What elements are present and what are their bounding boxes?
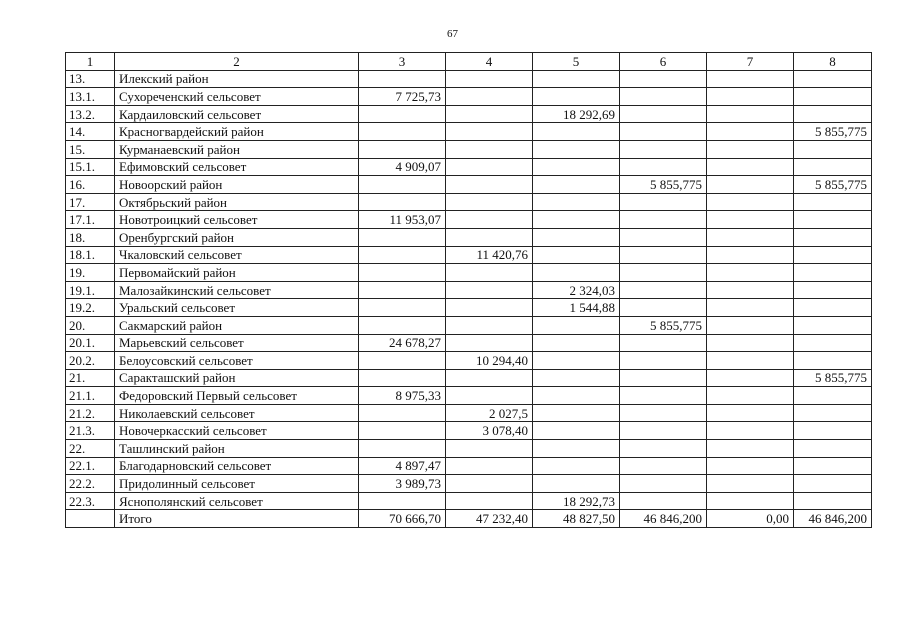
col-4-cell [446,281,533,299]
col-8-cell [794,228,872,246]
col-4-cell [446,123,533,141]
col-name-cell: Придолинный сельсовет [115,475,359,493]
header-cell-8: 8 [794,53,872,71]
col-8-cell [794,140,872,158]
col-number-cell: 22.2. [66,475,115,493]
col-6-cell [620,228,707,246]
col-4-cell: 2 027,5 [446,404,533,422]
col-number-cell: 22. [66,440,115,458]
header-cell-5: 5 [533,53,620,71]
col-4-cell [446,193,533,211]
col-7-cell [707,246,794,264]
table-row [66,457,872,475]
col-name-cell: Новочеркасский сельсовет [115,422,359,440]
table-header-row [66,53,872,71]
col-8-cell [794,352,872,370]
col-7-cell [707,316,794,334]
col-5-cell [533,264,620,282]
col-5-cell: 18 292,73 [533,492,620,510]
col-6-cell [620,88,707,106]
col-5-cell [533,176,620,194]
col-7-cell [707,440,794,458]
col-name-cell: Оренбургский район [115,228,359,246]
col-6-cell: 46 846,200 [620,510,707,528]
col-name-cell: Первомайский район [115,264,359,282]
col-name-cell: Федоровский Первый сельсовет [115,387,359,405]
col-7-cell [707,281,794,299]
col-8-cell [794,88,872,106]
col-number-cell: 13.1. [66,88,115,106]
col-3-cell [359,176,446,194]
col-number-cell: 15. [66,140,115,158]
col-7-cell [707,352,794,370]
col-6-cell [620,70,707,88]
col-name-cell: Марьевский сельсовет [115,334,359,352]
col-name-cell: Благодарновский сельсовет [115,457,359,475]
col-number-cell: 19. [66,264,115,282]
table-row [66,440,872,458]
col-3-cell [359,404,446,422]
col-name-cell: Сакмарский район [115,316,359,334]
col-3-cell [359,228,446,246]
col-5-cell [533,211,620,229]
col-7-cell [707,334,794,352]
col-8-cell [794,281,872,299]
col-6-cell [620,193,707,211]
col-name-cell: Ефимовский сельсовет [115,158,359,176]
table-row [66,88,872,106]
col-3-cell [359,70,446,88]
table-row [66,475,872,493]
col-number-cell: 13. [66,70,115,88]
col-5-cell: 48 827,50 [533,510,620,528]
col-7-cell [707,140,794,158]
col-7-cell [707,211,794,229]
col-8-cell [794,299,872,317]
col-5-cell: 18 292,69 [533,105,620,123]
col-6-cell [620,475,707,493]
col-6-cell [620,422,707,440]
col-6-cell [620,158,707,176]
col-3-cell: 70 666,70 [359,510,446,528]
col-name-cell: Октябрьский район [115,193,359,211]
table-row [66,387,872,405]
table-row [66,70,872,88]
col-7-cell [707,228,794,246]
col-3-cell: 4 909,07 [359,158,446,176]
col-name-cell: Белоусовский сельсовет [115,352,359,370]
col-8-cell: 5 855,775 [794,369,872,387]
col-4-cell [446,387,533,405]
col-4-cell [446,316,533,334]
col-3-cell [359,246,446,264]
col-number-cell: 17.1. [66,211,115,229]
col-3-cell [359,352,446,370]
col-3-cell [359,440,446,458]
col-8-cell [794,105,872,123]
col-5-cell [533,422,620,440]
col-7-cell [707,369,794,387]
col-5-cell [533,475,620,493]
col-name-cell: Курманаевский район [115,140,359,158]
table-row [66,422,872,440]
col-number-cell: 22.1. [66,457,115,475]
col-number-cell: 20.2. [66,352,115,370]
col-4-cell [446,440,533,458]
header-cell-4: 4 [446,53,533,71]
col-3-cell: 7 725,73 [359,88,446,106]
col-5-cell [533,440,620,458]
col-8-cell [794,211,872,229]
col-number-cell: 21.2. [66,404,115,422]
col-name-cell: Новотроицкий сельсовет [115,211,359,229]
col-8-cell [794,316,872,334]
col-name-cell: Яснополянский сельсовет [115,492,359,510]
col-number-cell: 19.1. [66,281,115,299]
col-7-cell [707,475,794,493]
col-7-cell [707,387,794,405]
col-4-cell [446,492,533,510]
col-3-cell [359,123,446,141]
col-4-cell [446,264,533,282]
col-6-cell: 5 855,775 [620,176,707,194]
data-table [65,52,872,528]
col-5-cell [533,140,620,158]
col-5-cell [533,158,620,176]
col-4-cell [446,457,533,475]
col-5-cell [533,316,620,334]
col-3-cell [359,264,446,282]
table-row [66,510,872,528]
col-5-cell [533,70,620,88]
col-number-cell: 18.1. [66,246,115,264]
col-7-cell: 0,00 [707,510,794,528]
table-row [66,105,872,123]
col-3-cell [359,140,446,158]
header-cell-7: 7 [707,53,794,71]
col-8-cell: 5 855,775 [794,176,872,194]
col-number-cell: 21. [66,369,115,387]
col-4-cell [446,475,533,493]
col-name-cell: Чкаловский сельсовет [115,246,359,264]
col-8-cell [794,70,872,88]
col-number-cell: 13.2. [66,105,115,123]
col-6-cell [620,457,707,475]
col-name-cell: Николаевский сельсовет [115,404,359,422]
col-name-cell: Кардаиловский сельсовет [115,105,359,123]
col-4-cell: 11 420,76 [446,246,533,264]
header-cell-1: 1 [66,53,115,71]
table-row [66,299,872,317]
table-row [66,404,872,422]
col-8-cell: 5 855,775 [794,123,872,141]
col-name-cell: Итого [115,510,359,528]
col-5-cell [533,246,620,264]
col-3-cell [359,492,446,510]
col-7-cell [707,158,794,176]
col-name-cell: Саракташский район [115,369,359,387]
col-4-cell [446,334,533,352]
table-row [66,369,872,387]
col-8-cell: 46 846,200 [794,510,872,528]
col-3-cell: 8 975,33 [359,387,446,405]
table-row [66,123,872,141]
col-4-cell [446,211,533,229]
col-5-cell [533,88,620,106]
col-name-cell: Сухореченский сельсовет [115,88,359,106]
col-3-cell: 24 678,27 [359,334,446,352]
col-6-cell [620,369,707,387]
col-4-cell [446,369,533,387]
col-3-cell [359,422,446,440]
col-8-cell [794,440,872,458]
table-row [66,193,872,211]
col-6-cell [620,105,707,123]
col-4-cell: 47 232,40 [446,510,533,528]
col-6-cell [620,140,707,158]
col-5-cell: 1 544,88 [533,299,620,317]
col-number-cell: 16. [66,176,115,194]
header-cell-2: 2 [115,53,359,71]
col-6-cell [620,334,707,352]
col-7-cell [707,299,794,317]
col-number-cell: 20.1. [66,334,115,352]
col-name-cell: Малозайкинский сельсовет [115,281,359,299]
col-4-cell [446,140,533,158]
col-number-cell [66,510,115,528]
table-row [66,334,872,352]
col-3-cell: 3 989,73 [359,475,446,493]
col-8-cell [794,246,872,264]
header-cell-3: 3 [359,53,446,71]
col-name-cell: Новоорский район [115,176,359,194]
col-3-cell [359,281,446,299]
col-7-cell [707,264,794,282]
col-6-cell [620,246,707,264]
table-row [66,211,872,229]
col-name-cell: Уральский сельсовет [115,299,359,317]
col-5-cell [533,193,620,211]
table-row [66,176,872,194]
table-row [66,281,872,299]
col-number-cell: 22.3. [66,492,115,510]
col-6-cell [620,404,707,422]
col-3-cell [359,299,446,317]
col-8-cell [794,387,872,405]
col-number-cell: 15.1. [66,158,115,176]
col-6-cell [620,299,707,317]
col-4-cell [446,70,533,88]
col-name-cell: Красногвардейский район [115,123,359,141]
col-8-cell [794,193,872,211]
col-5-cell [533,228,620,246]
col-6-cell [620,440,707,458]
col-5-cell [533,352,620,370]
col-3-cell [359,316,446,334]
table-row [66,158,872,176]
col-7-cell [707,457,794,475]
col-name-cell: Ташлинский район [115,440,359,458]
col-4-cell: 3 078,40 [446,422,533,440]
col-7-cell [707,193,794,211]
col-8-cell [794,475,872,493]
col-4-cell [446,299,533,317]
col-6-cell [620,387,707,405]
col-8-cell [794,404,872,422]
col-5-cell [533,404,620,422]
table-row [66,352,872,370]
col-7-cell [707,70,794,88]
col-number-cell: 18. [66,228,115,246]
col-5-cell [533,334,620,352]
col-8-cell [794,422,872,440]
table-row [66,264,872,282]
col-3-cell [359,369,446,387]
col-6-cell [620,264,707,282]
col-7-cell [707,105,794,123]
col-4-cell: 10 294,40 [446,352,533,370]
col-6-cell [620,123,707,141]
col-number-cell: 21.1. [66,387,115,405]
table-row [66,246,872,264]
col-4-cell [446,105,533,123]
page-number: 67 [447,28,458,40]
col-4-cell [446,158,533,176]
col-7-cell [707,404,794,422]
col-number-cell: 19.2. [66,299,115,317]
col-8-cell [794,264,872,282]
table-row [66,140,872,158]
col-number-cell: 20. [66,316,115,334]
col-4-cell [446,88,533,106]
col-5-cell [533,387,620,405]
header-cell-6: 6 [620,53,707,71]
col-3-cell [359,105,446,123]
col-7-cell [707,123,794,141]
col-number-cell: 17. [66,193,115,211]
col-8-cell [794,492,872,510]
col-6-cell [620,492,707,510]
col-8-cell [794,334,872,352]
col-5-cell [533,369,620,387]
col-6-cell: 5 855,775 [620,316,707,334]
col-8-cell [794,457,872,475]
col-7-cell [707,88,794,106]
col-4-cell [446,228,533,246]
col-8-cell [794,158,872,176]
col-3-cell [359,193,446,211]
col-6-cell [620,352,707,370]
col-7-cell [707,422,794,440]
col-3-cell: 4 897,47 [359,457,446,475]
table-row [66,492,872,510]
col-6-cell [620,211,707,229]
col-7-cell [707,176,794,194]
col-5-cell [533,457,620,475]
col-3-cell: 11 953,07 [359,211,446,229]
col-5-cell: 2 324,03 [533,281,620,299]
col-4-cell [446,176,533,194]
col-number-cell: 21.3. [66,422,115,440]
col-7-cell [707,492,794,510]
table-row [66,316,872,334]
col-number-cell: 14. [66,123,115,141]
table-row [66,228,872,246]
col-5-cell [533,123,620,141]
col-6-cell [620,281,707,299]
col-name-cell: Илекский район [115,70,359,88]
